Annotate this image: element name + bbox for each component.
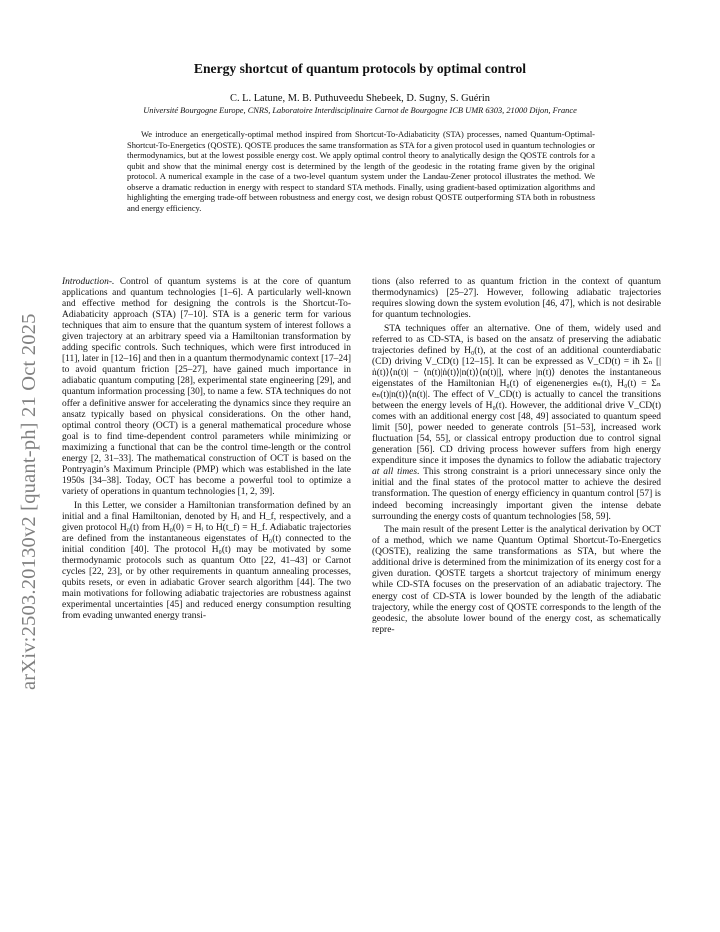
letter-paragraph: In this Letter, we consider a Hamiltonian transformation defined by an initial and a final Hamiltonian, denoted by Hᵢ and H_f, respectively, and a given protocol H₀(t) from H₀(0) = Hᵢ to H(t_f) = H_f. Adiabatic trajectories are defined from the instantaneous eigenstates of H₀(t) connected to the initial condition [40]. The protocol H₀(t) may be motivated by some thermodynamic protocols such as quantum Otto [22, 41–43] or Carnot cycles [22, 23], or by other requirements in quantum annealing processes, qubits resets, or even in adiabatic Grover search algorithm [44]. The two main motivations for following adiabatic trajectories are robustness against experimental uncertainties [45] and reduced energy consumption resulting from evading unwanted energy transi- (62, 500, 351, 621)
sta-text: STA techniques offer an alternative. One of them, widely used and referred to as CD-STA, is based on the ansatz of preserving the adiabatic trajectories defined by H₀(t), at the cost of an additional counterdiabatic (CD) driving V_CD(t) [12–15]. It can be expressed as V_CD(t) = iħ Σₙ [|ṅ(t)⟩⟨n(t)| − ⟨n(t)|ṅ(t)⟩|n(t)⟩⟨n(t)|], where |n(t)⟩ denotes the instantaneous eigenstates of the Hamiltonian H₀(t) of eigenenergies eₙ(t), H₀(t) = Σₙ eₙ(t)|n(t)⟩⟨n(t)|. The effect of V_CD(t) is actually to cancel the transitions between the energy levels of H₀(t). However, the additional drive V_CD(t) comes with an additional energy cost [48, 49] associated to quantum speed limit [50], power needed to generate controls [51–53], increased work fluctuation [54, 55], or classical entropy production due to control signal generation [56]. CD driving process however suffers from high energy expenditure since it imposes the dynamics to follow the adiabatic trajectory (372, 323, 661, 467)
sta-paragraph (372, 324, 661, 523)
left-column (62, 277, 351, 622)
intro-text: Control of quantum systems is at the core of quantum applications and quantum technologies [1–6]. A particularly well-known and effective method for designing the controls is the Shortcut-To-Adiabaticity approach (STA) [7–10]. STA is a generic term for various techniques that aim to ensure that the quantum system of interest follows a given trajectory at an arbitrary speed via a Hamiltonian transformation by adding specific controls. Such techniques, which were first introduced in [11], later in [12–16] and then in a quantum thermodynamic context [17–24] to avoid quantum friction [25–27], have gained much importance in adiabatic quantum computing [28], experimental state engineering [29], and quantum information processing [30], to name a few. STA techniques do not offer a definitive answer for accelerating the dynamics since they require an ansatz typically based on physical considerations. On the other hand, optimal control theory (OCT) is a general mathematical procedure whose goal is to find time-dependent control parameters while minimizing or maximizing a functional that can be the control time-length or the control energy [2, 31–33]. The mathematical construction of OCT is based on the Pontryagin’s Maximum Principle (PMP) which was established in the late 1950s [34–38]. Today, OCT has become a powerful tool to optimize a variety of operations in quantum technologies [1, 2, 39]. (62, 277, 351, 497)
right-column (372, 277, 661, 636)
paper-title: Energy shortcut of quantum protocols by optimal control (193, 61, 527, 76)
abstract: We introduce an energetically-optimal method inspired from Shortcut-To-Adiabaticity (STA) processes, named Quantum-Optimal-Shortcut-To-Energetics (QOSTE). QOSTE produces the same transformation as STA for a given protocol used in quantum technologies or thermodynamics, but at the lowest possible energy cost. We apply optimal control theory to analytically design the QOSTE controls for a qubit and show that the minimal energy cost is determined by the length of the geodesic in the rotating frame given by the original protocol. A numerical example in the case of a two-level quantum system under the Landau-Zener protocol illustrates the method. We observe a dramatic reduction in energy with respect to standard STA methods. Finally, using gradient-based optimization algorithms and highlighting the emerging trade-off between robustness and energy cost, we design robust QOSTE outperforming STA both in robustness and energy efficiency. (127, 129, 595, 213)
arxiv-identifier: arXiv:2503.20130v2 [quant-ph] 21 Oct 2025 (18, 313, 40, 690)
sta-text-end: . This strong constraint is a priori unnecessary since only the initial and the final states of the protocol matter to achieve the desired transformation. The question of energy efficiency in quantum control [57] is indeed becoming increasingly important given the intense debate surrounding the energy costs of quantum technologies [58, 59]. (372, 467, 661, 522)
author-list: C. L. Latune, M. B. Puthuveedu Shebeek, D. Sugny, S. Guérin (230, 93, 490, 104)
continued-paragraph: tions (also referred to as quantum friction in the context of quantum thermodynamics) [25–27]. However, following adiabatic trajectories requires slowing down the system evolution [46, 47], which is not desirable for quantum technologies. (372, 277, 661, 321)
intro-paragraph (62, 277, 351, 498)
affiliation: Université Bourgogne Europe, CNRS, Laboratoire Interdisciplinaire Carnot de Bourgogne ICB UMR 6303, 21000 Dijon, France (143, 106, 577, 115)
sta-emphasis: at all times (372, 467, 418, 478)
main-result-paragraph: The main result of the present Letter is the analytical derivation by OCT of a method, which we name Quantum Optimal Shortcut-To-Energetics (QOSTE), realizing the same transformations as STA, but where the additional drive is determined from the minimization of its energy cost for a given duration. QOSTE targets a shortcut trajectory of minimum energy while CD-STA focuses on the preservation of an adiabatic trajectory. The energy cost of CD-STA is lower bounded by the length of the adiabatic trajectory, while the energy cost of QOSTE corresponds to the length of the geodesic, the absolute lower bound of the energy cost, as schematically repre- (372, 525, 661, 635)
section-label-introduction: Introduction-. (62, 277, 115, 287)
